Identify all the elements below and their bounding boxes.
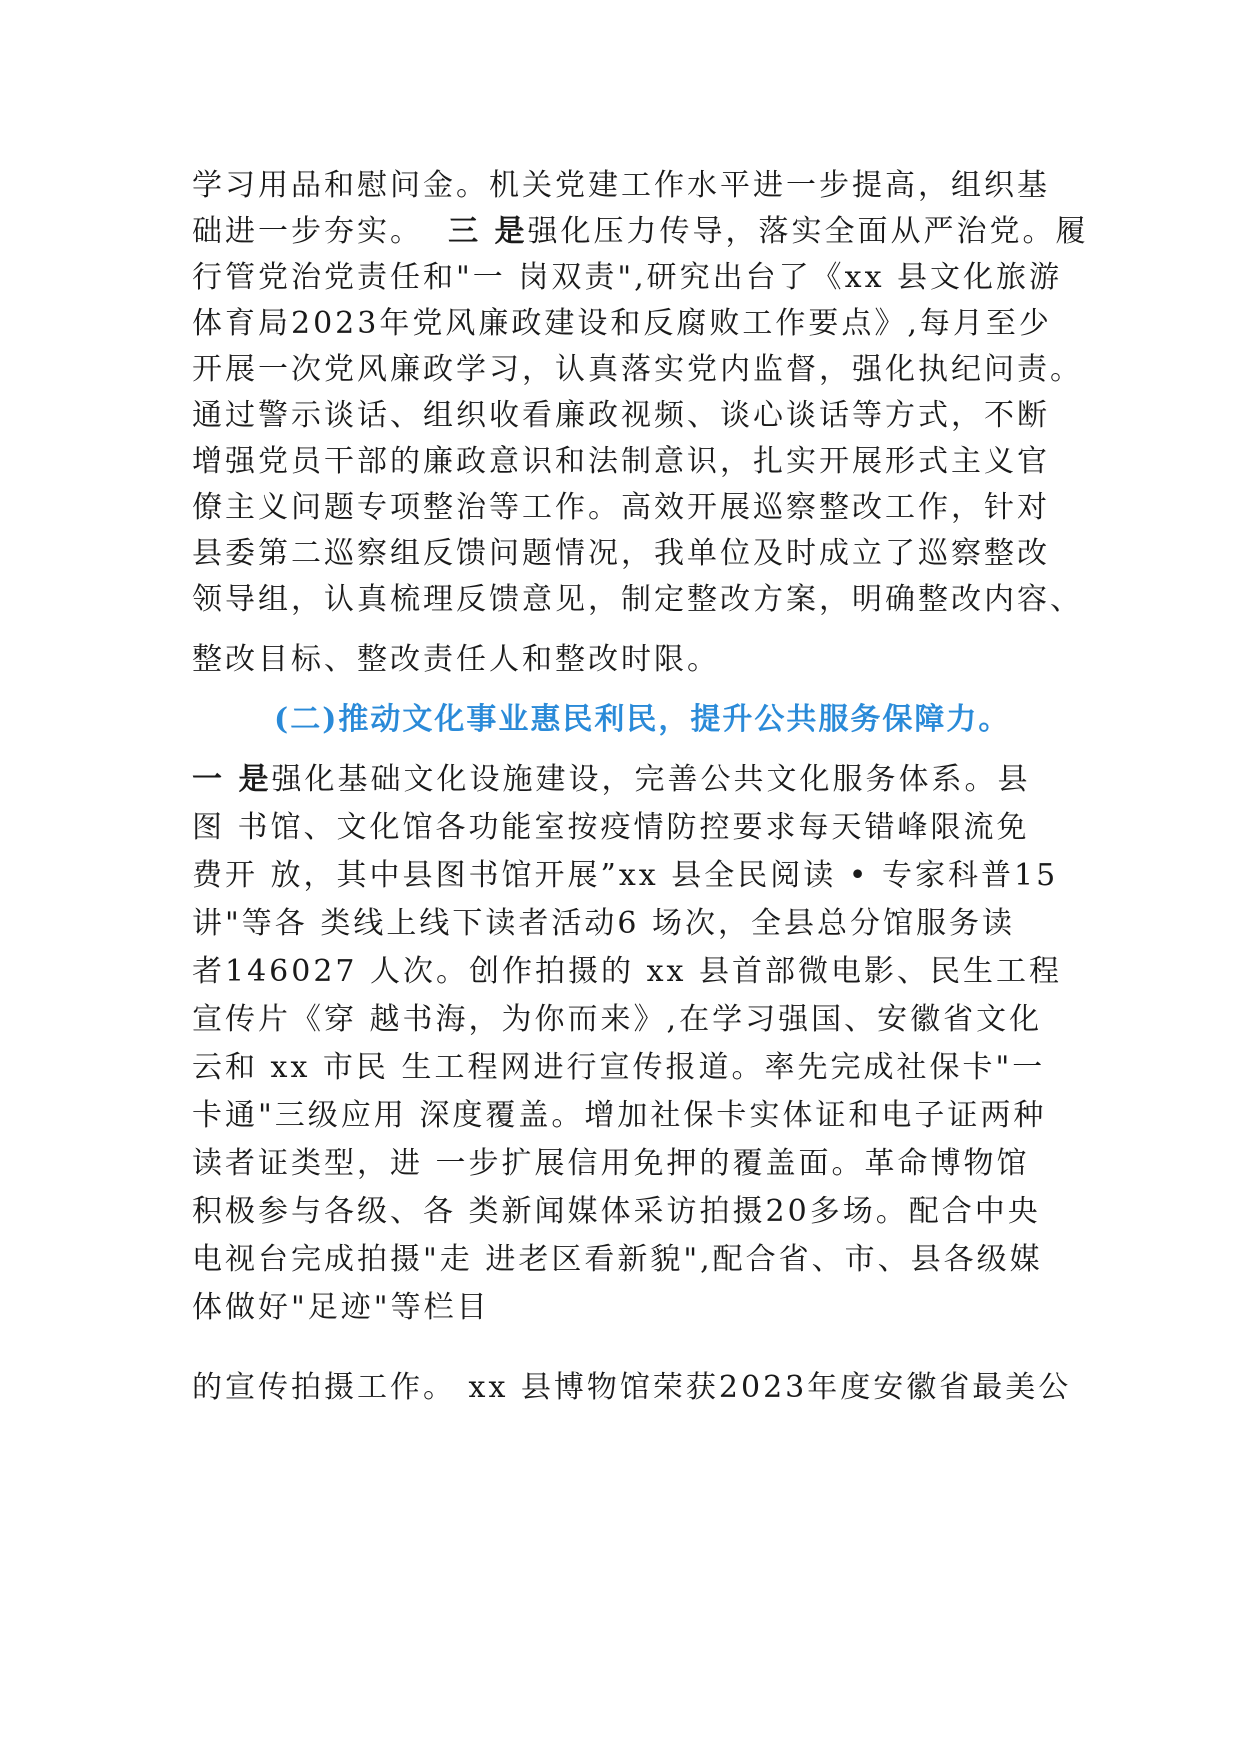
body-text-line (192, 760, 1052, 800)
body-text-line: 增强党员干部的廉政意识和法制意识，扎实开展形式主义官 (192, 444, 1050, 479)
body-text-line: 领导组，认真梳理反馈意见，制定整改方案，明确整改内容、 (192, 582, 1083, 617)
body-text-line: 云和 xx 市民 生工程网进行宣传报道。率先完成社保卡"一 (192, 1050, 1046, 1085)
body-text-line: 的宣传拍摄工作。 xx 县博物馆荣获2023年度安徽省最美公 (192, 1370, 1072, 1405)
section-heading: (二)推动文化事业惠民利民，提升公共服务保障力。 (274, 702, 1011, 737)
body-text-line: 者146027 人次。创作拍摄的 xx 县首部微电影、民生工程 (192, 954, 1062, 989)
body-text-line: 僚主义问题专项整治等工作。高效开展巡察整改工作，针对 (192, 490, 1050, 525)
body-text-line: 宣传片《穿 越书海，为你而来》,在学习强国、安徽省文化 (192, 1002, 1043, 1037)
bold-marker: 三 是 (448, 214, 528, 249)
body-text-line: 电视台完成拍摄"走 进老区看新貌",配合省、市、县各级媒 (192, 1242, 1043, 1277)
body-text-line (192, 212, 1089, 252)
body-text-line: 体做好"足迹"等栏目 (192, 1290, 490, 1325)
body-text-line: 讲"等各 类线上线下读者活动6 场次，全县总分馆服务读 (192, 906, 1015, 941)
body-text-line: 体育局2023年党风廉政建设和反腐败工作要点》,每月至少 (192, 306, 1052, 341)
body-text-line: 图 书馆、文化馆各功能室按疫情防控要求每天错峰限流免 (192, 810, 1030, 845)
body-text-line: 学习用品和慰问金。机关党建工作水平进一步提高，组织基 (192, 168, 1050, 203)
body-text-line: 费开 放，其中县图书馆开展”xx 县全民阅读 • 专家科普15 (192, 858, 1059, 893)
body-text-line: 通过警示谈话、组织收看廉政视频、谈心谈话等方式，不断 (192, 398, 1050, 433)
body-text-fragment: 强化压力传导，落实全面从严治党。履 (527, 214, 1089, 249)
body-text-line: 开展一次党风廉政学习，认真落实党内监督，强化执纪问责。 (192, 352, 1083, 387)
body-text-fragment: 强化基础文化设施建设，完善公共文化服务体系。县 (271, 762, 1031, 797)
body-text-line: 整改目标、整改责任人和整改时限。 (192, 642, 720, 677)
body-text-line: 县委第二巡察组反馈问题情况，我单位及时成立了巡察整改 (192, 536, 1050, 571)
body-text-line: 读者证类型，进 一步扩展信用免押的覆盖面。革命博物馆 (192, 1146, 1030, 1181)
body-text-line: 积极参与各级、各 类新闻媒体采访拍摄20多场。配合中央 (192, 1194, 1041, 1229)
bold-marker: 一 是 (192, 762, 272, 797)
body-text-line: 卡通"三级应用 深度覆盖。增加社保卡实体证和电子证两种 (192, 1098, 1047, 1133)
body-text-fragment: 础进一步夯实。 (192, 214, 423, 249)
body-text-line: 行管党治党责任和"一 岗双责",研究出台了《xx 县文化旅游 (192, 260, 1063, 295)
